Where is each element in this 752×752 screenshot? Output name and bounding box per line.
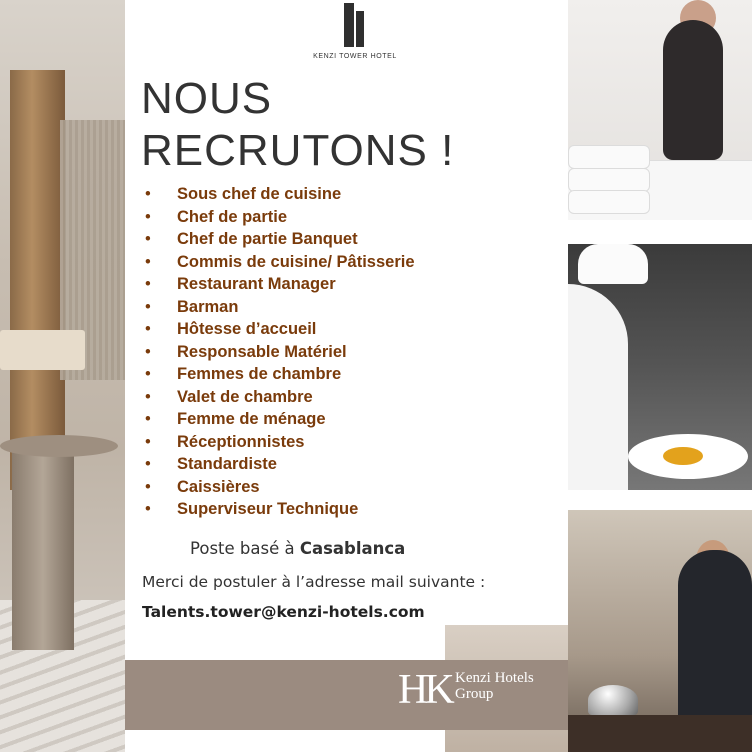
hotel-interior-photo — [0, 0, 125, 752]
job-title: Restaurant Manager — [177, 275, 336, 293]
job-title: Réceptionnistes — [177, 432, 305, 451]
reception-photo — [568, 510, 752, 752]
job-list-item — [145, 498, 415, 521]
job-title: Commis de cuisine/ Pâtisserie — [177, 252, 415, 271]
job-list-item — [145, 341, 415, 364]
job-title: Superviseur Technique — [177, 500, 359, 518]
job-title: Valet de chambre — [177, 387, 313, 406]
bullet-icon: • — [145, 455, 151, 473]
group-logo-name — [455, 670, 534, 702]
group-logo-name-line2: Group — [455, 686, 494, 702]
job-title: Standardiste — [177, 455, 277, 473]
job-list-item — [145, 318, 415, 341]
bullet-icon: • — [145, 500, 151, 518]
job-title: Responsable Matériel — [177, 342, 347, 361]
bullet-icon: • — [145, 320, 151, 338]
job-list-item — [145, 296, 415, 319]
kenzi-tower-logo-icon — [344, 3, 366, 47]
bullet-icon: • — [145, 410, 151, 428]
job-title: Chef de partie Banquet — [177, 230, 358, 248]
bullet-icon: • — [145, 432, 151, 451]
hotel-logo-text: KENZI TOWER HOTEL — [313, 53, 397, 60]
headline-line-2: RECRUTONS ! — [141, 126, 455, 175]
job-list — [145, 183, 415, 521]
job-list-item — [145, 453, 415, 476]
job-list-item — [145, 386, 415, 409]
bullet-icon: • — [145, 387, 151, 406]
headline-line-1: NOUS — [141, 74, 273, 123]
job-list-item — [145, 183, 415, 206]
job-list-item — [145, 363, 415, 386]
bullet-icon: • — [145, 297, 151, 316]
location-city: Casablanca — [299, 539, 406, 558]
kenzi-group-logo-icon: HK — [398, 667, 451, 713]
job-list-item — [145, 431, 415, 454]
job-title: Hôtesse d’accueil — [177, 320, 317, 338]
bullet-icon: • — [145, 185, 151, 203]
bullet-icon: • — [145, 365, 151, 383]
bullet-icon: • — [145, 252, 151, 271]
job-title: Caissières — [177, 477, 260, 496]
job-list-item — [145, 251, 415, 274]
job-title: Sous chef de cuisine — [177, 185, 342, 203]
bullet-icon: • — [145, 207, 151, 226]
job-list-item — [145, 408, 415, 431]
job-list-item — [145, 206, 415, 229]
bullet-icon: • — [145, 275, 151, 293]
floor-photo — [0, 660, 125, 752]
job-location — [190, 539, 405, 558]
job-title: Femme de ménage — [177, 410, 326, 428]
job-list-item — [145, 476, 415, 499]
contact-email[interactable]: Talents.tower@kenzi-hotels.com — [142, 603, 425, 621]
job-title: Femmes de chambre — [177, 365, 342, 383]
job-list-item — [145, 228, 415, 251]
job-list-item — [145, 273, 415, 296]
apply-instructions: Merci de postuler à l’adresse mail suivante : — [142, 573, 486, 591]
group-logo-name-line1: Kenzi Hotels — [455, 670, 534, 686]
bullet-icon: • — [145, 477, 151, 496]
housekeeping-photo — [568, 0, 752, 220]
location-prefix: Poste basé à — [190, 539, 300, 558]
bullet-icon: • — [145, 342, 151, 361]
bullet-icon: • — [145, 230, 151, 248]
job-title: Barman — [177, 297, 239, 316]
job-title: Chef de partie — [177, 207, 288, 226]
